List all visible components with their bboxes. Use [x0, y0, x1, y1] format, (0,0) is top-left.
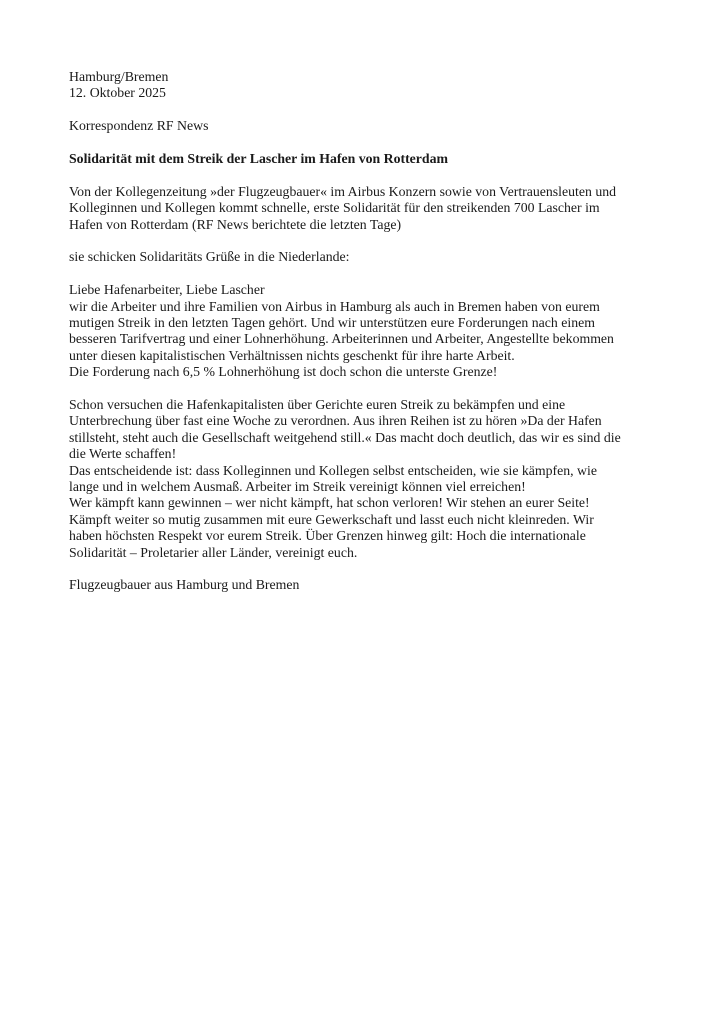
letter-headline: Solidarität mit dem Streik der Lascher im Hafen von Rotterdam	[69, 151, 448, 166]
paragraph-line: Schon versuchen die Hafenkapitalisten über Gerichte euren Streik zu bekämpfen und eine	[69, 397, 566, 413]
paragraph-line: die Werte schaffen!	[69, 446, 177, 462]
intro-line: Hafen von Rotterdam (RF News berichtete die letzten Tage)	[69, 216, 402, 232]
paragraph-line: Die Forderung nach 6,5 % Lohnerhöhung ist doch schon die unterste Grenze!	[69, 364, 498, 380]
paragraph-line: Solidarität – Proletarier aller Länder, vereinigt euch.	[69, 544, 358, 560]
paragraph-line: haben höchsten Respekt vor eurem Streik. Über Grenzen hinweg gilt: Hoch die internationale	[69, 528, 586, 544]
letter-date: 12. Oktober 2025	[69, 85, 166, 101]
greeting-intro: sie schicken Solidaritäts Grüße in die Niederlande:	[69, 249, 350, 265]
paragraph-line: unter diesen kapitalistischen Verhältnissen nichts geschenkt für ihre harte Arbeit.	[69, 347, 515, 363]
paragraph-line: Kämpft weiter so mutig zusammen mit eure Gewerkschaft und lasst euch nicht kleinreden. Wir	[69, 511, 594, 527]
paragraph-line: Unterbrechung über fast eine Woche zu verordnen. Aus ihren Reihen ist zu hören »Da der Hafen	[69, 413, 602, 429]
paragraph-line: wir die Arbeiter und ihre Familien von Airbus in Hamburg als auch in Bremen haben von eurem	[69, 298, 600, 314]
paragraph-line: mutigen Streik in den letzten Tagen gehört. Und wir unterstützen eure Forderungen nach einem	[69, 315, 595, 331]
paragraph-line: Das entscheidende ist: dass Kolleginnen und Kollegen selbst entscheiden, wie sie kämpfen, wie	[69, 462, 597, 478]
letter-signature: Flugzeugbauer aus Hamburg und Bremen	[69, 577, 300, 593]
intro-line: Von der Kollegenzeitung »der Flugzeugbauer« im Airbus Konzern sowie von Vertrauensleuten und	[69, 183, 617, 199]
paragraph-line: besseren Tarifvertrag und einer Lohnerhöhung. Arbeiterinnen und Arbeiter, Angestellte bekommen	[69, 331, 614, 347]
paragraph-line: lange und in welchem Ausmaß. Arbeiter im Streik vereinigt können viel erreichen!	[69, 479, 526, 495]
intro-paragraph	[69, 184, 659, 233]
correspondence-line: Korrespondenz RF News	[69, 118, 209, 134]
paragraph-line: stillsteht, steht auch die Gesellschaft weitgehend still.« Das macht doch deutlich, das wir es sind die	[69, 429, 621, 445]
salutation: Liebe Hafenarbeiter, Liebe Lascher	[69, 282, 265, 298]
letter-paragraph-2	[69, 397, 659, 561]
letter-body	[69, 69, 659, 594]
letter-paragraph-1	[69, 282, 659, 380]
letter-header	[69, 69, 659, 102]
letter-place: Hamburg/Bremen	[69, 69, 169, 84]
paragraph-line: Wer kämpft kann gewinnen – wer nicht kämpft, hat schon verloren! Wir stehen an eurer Seite!	[69, 495, 590, 511]
intro-line: Kolleginnen und Kollegen kommt schnelle, erste Solidarität für den streikenden 700 Lascher im	[69, 200, 600, 216]
